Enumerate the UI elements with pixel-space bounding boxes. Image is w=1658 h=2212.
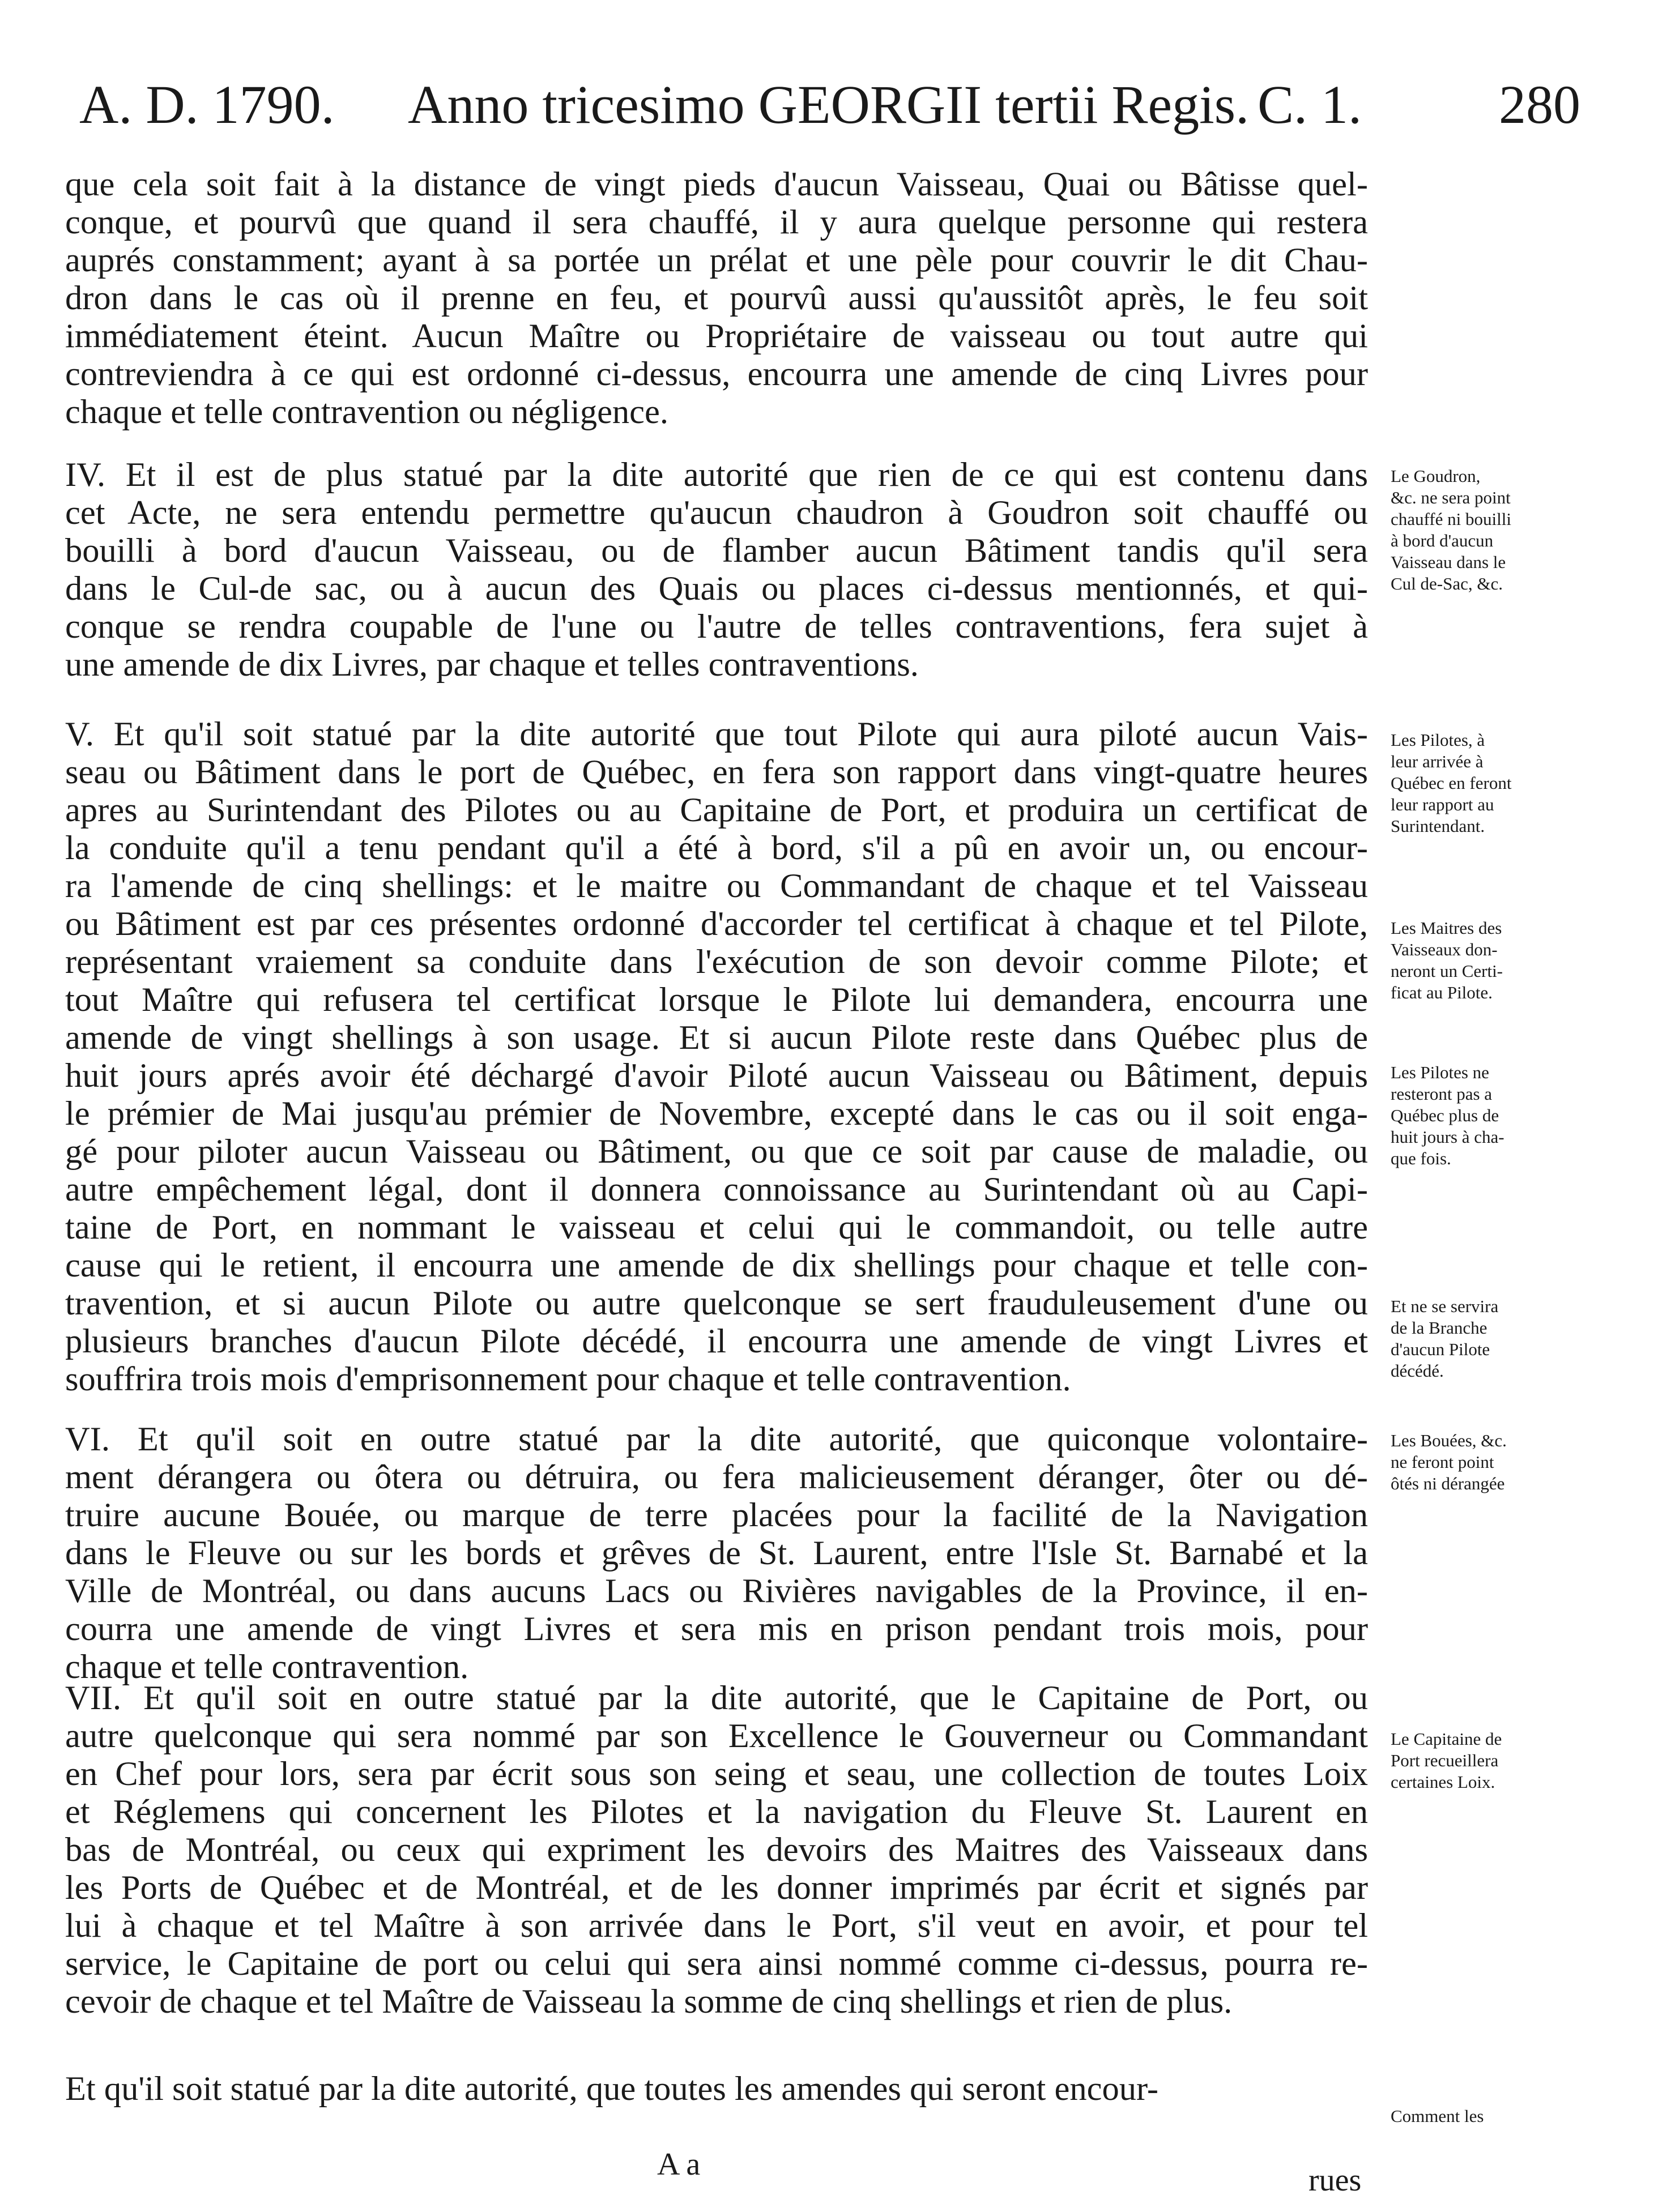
text-line: IV. Et il est de plus statué par la dite autorité que rien de ce qui est contenu dans — [65, 456, 1368, 494]
text-line: immédiatement éteint. Aucun Maître ou Propriétaire de vaisseau ou tout autre qui — [65, 317, 1368, 355]
text-line: ra l'amende de cinq shellings: et le maitre ou Commandant de chaque et tel Vaisseau — [65, 867, 1368, 905]
sidenote-buoys — [1391, 1430, 1595, 1494]
sidenote-line: Le Goudron, — [1391, 466, 1481, 486]
sidenote-line: Le Capitaine de — [1391, 1729, 1502, 1749]
sidenote-line: décédé. — [1391, 1361, 1444, 1381]
sidenote-tar — [1391, 466, 1595, 595]
sidenote-line: Cul de-Sac, &c. — [1391, 574, 1503, 593]
text-line: courra une amende de vingt Livres et sera mis en prison pendant trois mois, pour — [65, 1610, 1368, 1648]
sidenote-line: huit jours à cha- — [1391, 1127, 1504, 1147]
text-line: cevoir de chaque et tel Maître de Vaisseau la somme de cinq shellings et rien de plus. — [65, 1983, 1233, 2021]
text-line: Ville de Montréal, ou dans aucuns Lacs ou Rivières navigables de la Province, il en- — [65, 1572, 1368, 1610]
text-line: contreviendra à ce qui est ordonné ci-dessus, encourra une amende de cinq Livres pour — [65, 355, 1368, 393]
text-line: tout Maître qui refusera tel certificat lorsque le Pilote lui demandera, encourra une — [65, 981, 1368, 1019]
text-line: et Réglemens qui concernent les Pilotes et la navigation du Fleuve St. Laurent en — [65, 1793, 1368, 1831]
sidenote-line: chauffé ni bouilli — [1391, 509, 1511, 529]
text-line: huit jours aprés avoir été déchargé d'avoir Piloté aucun Vaisseau ou Bâtiment, depuis — [65, 1057, 1368, 1095]
signature-mark: A a — [657, 2147, 701, 2182]
text-line: autre quelconque qui sera nommé par son Excellence le Gouverneur ou Commandant — [65, 1717, 1368, 1755]
sidenote-line: certaines Loix. — [1391, 1772, 1495, 1792]
text-line: Et qu'il soit statué par la dite autorité, que toutes les amendes qui seront encour- — [65, 2070, 1159, 2108]
text-line: autre empêchement légal, dont il donnera connoissance au Surintendant où au Capi- — [65, 1171, 1368, 1209]
text-line: que cela soit fait à la distance de vingt pieds d'aucun Vaisseau, Quai ou Bâtisse quel- — [65, 165, 1368, 203]
sidenote-line: d'aucun Pilote — [1391, 1339, 1490, 1359]
text-line: cause qui le retient, il encourra une amende de dix shellings pour chaque et telle con- — [65, 1246, 1368, 1284]
sidenote-line: Les Maitres des — [1391, 918, 1502, 938]
text-line: cet Acte, ne sera entendu permettre qu'aucun chaudron à Goudron soit chauffé ou — [65, 494, 1368, 532]
sidenote-line: resteront pas a — [1391, 1084, 1493, 1104]
text-line: ment dérangera ou ôtera ou détruira, ou fera malicieusement déranger, ôter ou dé- — [65, 1458, 1368, 1496]
sidenote-line: Les Pilotes, à — [1391, 730, 1485, 750]
sidenote-master-certificate — [1391, 917, 1595, 1003]
text-line: dans le Fleuve ou sur les bords et grêves de St. Laurent, entre l'Isle St. Barnabé et la — [65, 1534, 1368, 1572]
text-line: le prémier de Mai jusqu'au prémier de Novembre, excepté dans le cas ou il soit enga- — [65, 1095, 1368, 1133]
sidenote-fines — [1391, 2106, 1595, 2127]
text-line: la conduite qu'il a tenu pendant qu'il a été à bord, s'il a pû en avoir un, ou encour- — [65, 829, 1368, 867]
text-line: en Chef pour lors, sera par écrit sous son seing et seau, une collection de toutes Loix — [65, 1755, 1368, 1793]
text-line: amende de vingt shellings à son usage. Et si aucun Pilote reste dans Québec plus de — [65, 1019, 1368, 1057]
header-year: A. D. 1790. — [79, 74, 335, 135]
text-line: travention, et si aucun Pilote ou autre quelconque se sert frauduleusement d'une ou — [65, 1284, 1368, 1322]
text-line: bas de Montréal, ou ceux qui expriment les devoirs des Maitres des Vaisseaux dans — [65, 1831, 1368, 1869]
sidenote-line: Comment les — [1391, 2106, 1484, 2126]
text-line: bouilli à bord d'aucun Vaisseau, ou de flamber aucun Bâtiment tandis qu'il sera — [65, 532, 1368, 570]
text-line: représentant vraiement sa conduite dans l'exécution de son devoir comme Pilote; et — [65, 943, 1368, 981]
text-line: dans le Cul-de sac, ou à aucun des Quais ou places ci-dessus mentionnés, et qui- — [65, 570, 1368, 608]
paragraph-section-iv — [65, 456, 1368, 684]
text-line: service, le Capitaine de port ou celui qui sera ainsi nommé comme ci-dessus, pourra re- — [65, 1945, 1368, 1983]
sidenote-line: ôtés ni dérangée — [1391, 1474, 1505, 1493]
text-line: lui à chaque et tel Maître à son arrivée dans le Port, s'il veut en avoir, et pour tel — [65, 1907, 1368, 1945]
sidenote-deceased-branch — [1391, 1296, 1595, 1382]
sidenote-line: Port recueillera — [1391, 1750, 1499, 1770]
text-line: dron dans le cas où il prenne en feu, et pourvû aussi qu'aussitôt après, le feu soit — [65, 279, 1368, 317]
sidenote-line: Et ne se servira — [1391, 1296, 1499, 1316]
sidenote-line: Québec en feront — [1391, 773, 1512, 793]
text-line: gé pour piloter aucun Vaisseau ou Bâtiment, ou que ce soit par cause de maladie, ou — [65, 1133, 1368, 1171]
sidenote-line: Québec plus de — [1391, 1105, 1499, 1125]
catchword: rues — [1309, 2163, 1362, 2198]
text-line: V. Et qu'il soit statué par la dite autorité que tout Pilote qui aura piloté aucun Vais- — [65, 715, 1368, 753]
sidenote-line: &c. ne sera point — [1391, 488, 1511, 507]
page-number: 280 — [1499, 74, 1580, 135]
sidenote-line: leur rapport au — [1391, 795, 1494, 814]
paragraph-section-v — [65, 715, 1368, 1398]
sidenote-line: Vaisseau dans le — [1391, 552, 1506, 572]
sidenote-line: leur arrivée à — [1391, 751, 1484, 771]
header-title: Anno tricesimo GEORGII tertii Regis. — [408, 74, 1250, 135]
text-line: chaque et telle contravention. — [65, 1648, 469, 1686]
sidenote-pilot-stay — [1391, 1062, 1595, 1169]
text-line: apres au Surintendant des Pilotes ou au Capitaine de Port, et produira un certificat de — [65, 791, 1368, 829]
paragraph-fines — [65, 2070, 1368, 2108]
text-line: VII. Et qu'il soit en outre statué par la dite autorité, que le Capitaine de Port, ou — [65, 1679, 1368, 1717]
sidenote-line: neront un Certi- — [1391, 961, 1503, 981]
sidenote-line: Les Pilotes ne — [1391, 1062, 1489, 1082]
sidenote-line: de la Branche — [1391, 1318, 1487, 1338]
sidenote-line: Les Bouées, &c. — [1391, 1430, 1507, 1450]
text-line: souffrira trois mois d'emprisonnement pour chaque et telle contravention. — [65, 1360, 1071, 1398]
text-line: plusieurs branches d'aucun Pilote décédé, il encourra une amende de vingt Livres et — [65, 1322, 1368, 1360]
text-line: conque, et pourvû que quand il sera chauffé, il y aura quelque personne qui restera — [65, 203, 1368, 241]
text-line: chaque et telle contravention ou négligence. — [65, 393, 669, 431]
paragraph-continuation — [65, 165, 1368, 431]
text-line: truire aucune Bouée, ou marque de terre placées pour la facilité de la Navigation — [65, 1496, 1368, 1534]
sidenote-harbour-master — [1391, 1728, 1595, 1793]
text-line: une amende de dix Livres, par chaque et telles contraventions. — [65, 646, 919, 684]
sidenote-pilot-report — [1391, 729, 1595, 837]
running-header — [79, 74, 1580, 136]
sidenote-line: ne feront point — [1391, 1452, 1494, 1472]
sidenote-line: Surintendant. — [1391, 816, 1485, 836]
paragraph-section-vi — [65, 1420, 1368, 1686]
text-line: ou Bâtiment est par ces présentes ordonné d'accorder tel certificat à chaque et tel Pilote, — [65, 905, 1368, 943]
sidenote-line: que fois. — [1391, 1148, 1451, 1168]
sidenote-line: Vaisseaux don- — [1391, 940, 1498, 959]
text-line: VI. Et qu'il soit en outre statué par la dite autorité, que quiconque volontaire- — [65, 1420, 1368, 1458]
text-line: les Ports de Québec et de Montréal, et de les donner imprimés par écrit et signés par — [65, 1869, 1368, 1907]
sidenote-line: ficat au Pilote. — [1391, 983, 1493, 1002]
paragraph-section-vii — [65, 1679, 1368, 2021]
text-line: auprés constamment; ayant à sa portée un prélat et une pèle pour couvrir le dit Chau- — [65, 241, 1368, 279]
text-line: taine de Port, en nommant le vaisseau et celui qui le commandoit, ou telle autre — [65, 1209, 1368, 1246]
sidenote-line: à bord d'aucun — [1391, 531, 1494, 550]
text-line: conque se rendra coupable de l'une ou l'autre de telles contraventions, fera sujet à — [65, 608, 1368, 646]
text-line: seau ou Bâtiment dans le port de Québec, en fera son rapport dans vingt-quatre heures — [65, 753, 1368, 791]
header-chapter: C. 1. — [1258, 74, 1362, 135]
